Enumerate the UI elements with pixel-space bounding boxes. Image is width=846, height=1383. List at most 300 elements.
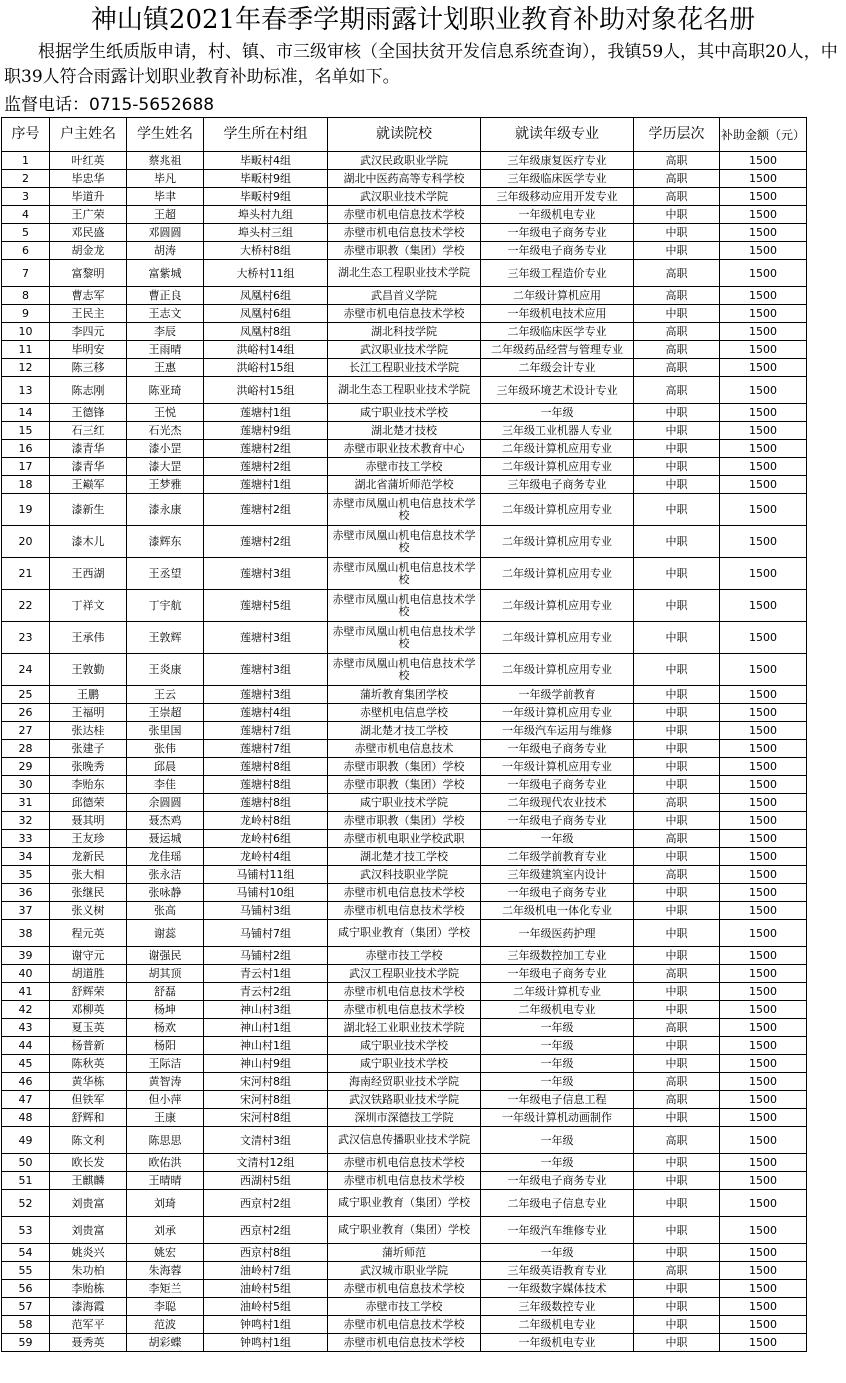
- table-row: [2, 1280, 807, 1298]
- table-cell: 赤壁市机电信息技术学校: [328, 1334, 481, 1352]
- table-cell: 范军平: [50, 1316, 127, 1334]
- table-cell: 中职: [634, 884, 720, 902]
- header-cell: 学生姓名: [127, 118, 204, 152]
- table-cell: 西湖村5组: [204, 1172, 328, 1190]
- table-cell: 一年级: [481, 1037, 634, 1055]
- table-cell: 43: [2, 1019, 50, 1037]
- table-cell: 王承伟: [50, 622, 127, 654]
- table-cell: 舒辉和: [50, 1109, 127, 1127]
- table-cell: 漆青华: [50, 440, 127, 458]
- table-cell: 王云: [127, 686, 204, 704]
- table-header-row: [2, 118, 807, 152]
- table-cell: 三年级移动应用开发专业: [481, 188, 634, 206]
- table-cell: 西京村2组: [204, 1190, 328, 1217]
- table-cell: 龙岭村8组: [204, 812, 328, 830]
- table-cell: 赤壁市职教（集团）学校: [328, 242, 481, 260]
- table-cell: 1500: [720, 1001, 807, 1019]
- table-cell: 李贻栋: [50, 1280, 127, 1298]
- table-cell: 1500: [720, 812, 807, 830]
- table-cell: 1500: [720, 404, 807, 422]
- table-cell: 李佳: [127, 776, 204, 794]
- table-cell: 湖北生态工程职业技术学院: [328, 377, 481, 404]
- table-cell: 一年级电子商务专业: [481, 812, 634, 830]
- table-cell: 朱海蓉: [127, 1262, 204, 1280]
- table-row: [2, 476, 807, 494]
- table-cell: 29: [2, 758, 50, 776]
- table-cell: 1500: [720, 1190, 807, 1217]
- table-cell: 一年级电子商务专业: [481, 740, 634, 758]
- table-cell: 1500: [720, 323, 807, 341]
- table-row: [2, 654, 807, 686]
- table-cell: 1500: [720, 902, 807, 920]
- table-cell: 赤壁市技工学校: [328, 458, 481, 476]
- table-cell: 中职: [634, 1334, 720, 1352]
- table-cell: 杨普新: [50, 1037, 127, 1055]
- table-cell: 陈三移: [50, 359, 127, 377]
- table-cell: 漆海霞: [50, 1298, 127, 1316]
- table-cell: 一年级学前教育: [481, 686, 634, 704]
- table-cell: 钟鸣村1组: [204, 1334, 328, 1352]
- table-cell: 夏玉英: [50, 1019, 127, 1037]
- table-cell: 中职: [634, 494, 720, 526]
- table-cell: 1500: [720, 458, 807, 476]
- table-cell: 45: [2, 1055, 50, 1073]
- table-cell: 朱功柏: [50, 1262, 127, 1280]
- table-cell: 55: [2, 1262, 50, 1280]
- table-row: [2, 341, 807, 359]
- table-row: [2, 947, 807, 965]
- table-cell: 一年级计算机应用专业: [481, 704, 634, 722]
- table-cell: 蒲圻教育集团学校: [328, 686, 481, 704]
- table-cell: 33: [2, 830, 50, 848]
- table-cell: 1500: [720, 1037, 807, 1055]
- table-cell: 咸宁职业教育（集团）学校: [328, 920, 481, 947]
- table-cell: 46: [2, 1073, 50, 1091]
- table-cell: 一年级电子信息工程: [481, 1091, 634, 1109]
- table-cell: 1500: [720, 686, 807, 704]
- table-cell: 1500: [720, 965, 807, 983]
- table-row: [2, 377, 807, 404]
- table-cell: 欧佑洪: [127, 1154, 204, 1172]
- table-cell: 1500: [720, 1244, 807, 1262]
- table-cell: 蔡兆祖: [127, 152, 204, 170]
- table-row: [2, 558, 807, 590]
- table-cell: 17: [2, 458, 50, 476]
- table-row: [2, 722, 807, 740]
- table-cell: 一年级电子商务专业: [481, 1172, 634, 1190]
- table-cell: 22: [2, 590, 50, 622]
- table-cell: 6: [2, 242, 50, 260]
- table-cell: 二年级电子信息专业: [481, 1190, 634, 1217]
- table-cell: 三年级数控加工专业: [481, 947, 634, 965]
- table-cell: 莲塘村3组: [204, 558, 328, 590]
- table-cell: 李四元: [50, 323, 127, 341]
- table-cell: 中职: [634, 654, 720, 686]
- table-cell: 莲塘村3组: [204, 622, 328, 654]
- table-cell: 一年级电子商务专业: [481, 965, 634, 983]
- table-cell: 咸宁职业技术学院: [328, 794, 481, 812]
- table-cell: 胡其顶: [127, 965, 204, 983]
- table-cell: 曹正良: [127, 287, 204, 305]
- table-cell: 1500: [720, 224, 807, 242]
- table-cell: 中职: [634, 458, 720, 476]
- table-cell: 一年级机电专业: [481, 206, 634, 224]
- table-cell: 湖北楚才技校: [328, 422, 481, 440]
- table-row: [2, 794, 807, 812]
- table-cell: 30: [2, 776, 50, 794]
- table-cell: 洪峪村15组: [204, 359, 328, 377]
- table-cell: 三年级工程造价专业: [481, 260, 634, 287]
- table-cell: 胡彩蝶: [127, 1334, 204, 1352]
- table-cell: 二年级临床医学专业: [481, 323, 634, 341]
- table-cell: 1500: [720, 1073, 807, 1091]
- table-cell: 王雨晴: [127, 341, 204, 359]
- table-cell: 1500: [720, 1019, 807, 1037]
- table-cell: 莲塘村8组: [204, 794, 328, 812]
- table-cell: 大桥村11组: [204, 260, 328, 287]
- table-cell: 1500: [720, 1262, 807, 1280]
- table-cell: 高职: [634, 260, 720, 287]
- table-cell: 一年级计算机动画制作: [481, 1109, 634, 1127]
- table-cell: 武汉铁路职业技术学院: [328, 1091, 481, 1109]
- table-cell: 三年级工业机器人专业: [481, 422, 634, 440]
- table-cell: 凤凰村8组: [204, 323, 328, 341]
- table-cell: 中职: [634, 558, 720, 590]
- table-cell: 李辰: [127, 323, 204, 341]
- table-row: [2, 902, 807, 920]
- table-cell: 1500: [720, 983, 807, 1001]
- table-cell: 26: [2, 704, 50, 722]
- table-cell: 胡涛: [127, 242, 204, 260]
- table-row: [2, 1190, 807, 1217]
- table-cell: 8: [2, 287, 50, 305]
- page-title: 神山镇2021年春季学期雨露计划职业教育补助对象花名册: [90, 5, 756, 35]
- table-cell: 胡金龙: [50, 242, 127, 260]
- table-cell: 石光杰: [127, 422, 204, 440]
- table-cell: 杨坤: [127, 1001, 204, 1019]
- table-cell: 40: [2, 965, 50, 983]
- table-cell: 中职: [634, 1217, 720, 1244]
- table-cell: 马铺村10组: [204, 884, 328, 902]
- table-cell: 神山村3组: [204, 1001, 328, 1019]
- table-row: [2, 590, 807, 622]
- table-cell: 邱德荣: [50, 794, 127, 812]
- table-row: [2, 1172, 807, 1190]
- table-cell: 赤壁市技工学校: [328, 1298, 481, 1316]
- table-cell: 3: [2, 188, 50, 206]
- table-cell: 二年级计算机应用专业: [481, 558, 634, 590]
- table-cell: 一年级电子商务专业: [481, 224, 634, 242]
- table-cell: 9: [2, 305, 50, 323]
- table-cell: 一年级: [481, 1154, 634, 1172]
- table-cell: 西京村8组: [204, 1244, 328, 1262]
- table-cell: 18: [2, 476, 50, 494]
- table-cell: 二年级现代农业技术: [481, 794, 634, 812]
- table-cell: 高职: [634, 965, 720, 983]
- table-cell: 王福明: [50, 704, 127, 722]
- table-row: [2, 848, 807, 866]
- table-cell: 大桥村8组: [204, 242, 328, 260]
- table-cell: 王敦勤: [50, 654, 127, 686]
- table-cell: 咸宁职业技术学校: [328, 1037, 481, 1055]
- table-cell: 王敦辉: [127, 622, 204, 654]
- table-cell: 二年级计算机应用专业: [481, 494, 634, 526]
- table-cell: 武汉职业技术学院: [328, 341, 481, 359]
- table-cell: 1500: [720, 1055, 807, 1073]
- table-cell: 中职: [634, 722, 720, 740]
- table-row: [2, 404, 807, 422]
- table-cell: 王西湖: [50, 558, 127, 590]
- table-cell: 莲塘村2组: [204, 526, 328, 558]
- table-cell: 莲塘村3组: [204, 686, 328, 704]
- table-cell: 1500: [720, 830, 807, 848]
- table-row: [2, 866, 807, 884]
- table-cell: 1500: [720, 622, 807, 654]
- table-cell: 余圆圆: [127, 794, 204, 812]
- table-cell: 高职: [634, 830, 720, 848]
- table-cell: 舒磊: [127, 983, 204, 1001]
- table-cell: 宋河村8组: [204, 1073, 328, 1091]
- table-cell: 1500: [720, 260, 807, 287]
- hotline-text: 监督电话：0715-5652688: [4, 95, 215, 115]
- table-cell: 龙佳瑶: [127, 848, 204, 866]
- table-cell: 王麒麟: [50, 1172, 127, 1190]
- table-cell: 1500: [720, 704, 807, 722]
- table-cell: 1500: [720, 341, 807, 359]
- table-row: [2, 188, 807, 206]
- table-cell: 高职: [634, 170, 720, 188]
- table-cell: 高职: [634, 287, 720, 305]
- table-cell: 28: [2, 740, 50, 758]
- table-cell: 一年级数字媒体技术: [481, 1280, 634, 1298]
- table-cell: 1500: [720, 558, 807, 590]
- table-cell: 1500: [720, 1091, 807, 1109]
- table-cell: 中职: [634, 1109, 720, 1127]
- table-row: [2, 305, 807, 323]
- table-cell: 王丞望: [127, 558, 204, 590]
- table-cell: 莲塘村7组: [204, 740, 328, 758]
- table-cell: 一年级汽车维修专业: [481, 1217, 634, 1244]
- table-cell: 莲塘村3组: [204, 654, 328, 686]
- table-cell: 王康: [127, 1109, 204, 1127]
- table-cell: 57: [2, 1298, 50, 1316]
- table-cell: 赤壁市机电信息技术学校: [328, 206, 481, 224]
- table-cell: 高职: [634, 1073, 720, 1091]
- table-row: [2, 1154, 807, 1172]
- header-cell: 补助金额（元）: [720, 118, 807, 152]
- table-cell: 三年级数控专业: [481, 1298, 634, 1316]
- table-cell: 咸宁职业教育（集团）学校: [328, 1190, 481, 1217]
- table-row: [2, 622, 807, 654]
- table-row: [2, 1244, 807, 1262]
- table-cell: 10: [2, 323, 50, 341]
- table-cell: 湖北中医药高等专科学校: [328, 170, 481, 188]
- table-cell: 中职: [634, 776, 720, 794]
- table-cell: 赤壁市机电信息技术: [328, 740, 481, 758]
- table-cell: 毕聿: [127, 188, 204, 206]
- table-row: [2, 1073, 807, 1091]
- table-cell: 赤壁市凤凰山机电信息技术学校: [328, 590, 481, 622]
- table-cell: 刘贵富: [50, 1190, 127, 1217]
- table-cell: 龙岭村6组: [204, 830, 328, 848]
- table-cell: 毕畈村9组: [204, 188, 328, 206]
- table-cell: 一年级: [481, 1019, 634, 1037]
- table-cell: 埠头村九组: [204, 206, 328, 224]
- table-cell: 李矩兰: [127, 1280, 204, 1298]
- table-cell: 1500: [720, 377, 807, 404]
- table-cell: 莲塘村2组: [204, 440, 328, 458]
- table-cell: 42: [2, 1001, 50, 1019]
- table-cell: 黄华栋: [50, 1073, 127, 1091]
- table-cell: 曹志军: [50, 287, 127, 305]
- table-cell: 神山村9组: [204, 1055, 328, 1073]
- table-cell: 23: [2, 622, 50, 654]
- table-cell: 高职: [634, 794, 720, 812]
- table-cell: 二年级计算机应用专业: [481, 622, 634, 654]
- table-cell: 中职: [634, 983, 720, 1001]
- table-cell: 毕畈村4组: [204, 152, 328, 170]
- table-cell: 赤壁市机电信息技术学校: [328, 224, 481, 242]
- table-cell: 中职: [634, 422, 720, 440]
- table-cell: 赤壁市机电信息技术学校: [328, 1280, 481, 1298]
- table-cell: 中职: [634, 1001, 720, 1019]
- table-cell: 12: [2, 359, 50, 377]
- table-cell: 赤壁市机电信息技术学校: [328, 884, 481, 902]
- table-cell: 15: [2, 422, 50, 440]
- table-cell: 陈秋英: [50, 1055, 127, 1073]
- table-cell: 王梦雅: [127, 476, 204, 494]
- table-cell: 湖北楚才技工学校: [328, 848, 481, 866]
- table-cell: 长江工程职业技术学院: [328, 359, 481, 377]
- table-cell: 深圳市深德技工学院: [328, 1109, 481, 1127]
- table-cell: 高职: [634, 1262, 720, 1280]
- table-cell: 咸宁职业技术学校: [328, 404, 481, 422]
- table-cell: 赤壁市凤凰山机电信息技术学校: [328, 494, 481, 526]
- table-cell: 张大相: [50, 866, 127, 884]
- table-cell: 1500: [720, 494, 807, 526]
- table-row: [2, 323, 807, 341]
- table-row: [2, 1037, 807, 1055]
- table-cell: 中职: [634, 206, 720, 224]
- table-cell: 中职: [634, 812, 720, 830]
- table-cell: 1500: [720, 359, 807, 377]
- table-cell: 湖北科技学院: [328, 323, 481, 341]
- table-cell: 中职: [634, 704, 720, 722]
- header-cell: 序号: [2, 118, 50, 152]
- table-cell: 一年级: [481, 404, 634, 422]
- table-cell: 1500: [720, 884, 807, 902]
- table-cell: 1500: [720, 722, 807, 740]
- table-cell: 二年级药品经营与管理专业: [481, 341, 634, 359]
- table-cell: 毕明安: [50, 341, 127, 359]
- table-row: [2, 152, 807, 170]
- table-cell: 湖北轻工业职业技术学院: [328, 1019, 481, 1037]
- table-cell: 聂运城: [127, 830, 204, 848]
- table-cell: 三年级电子商务专业: [481, 476, 634, 494]
- table-cell: 聂秀英: [50, 1334, 127, 1352]
- table-cell: 中职: [634, 920, 720, 947]
- table-cell: 陈亚琦: [127, 377, 204, 404]
- table-cell: 蒲圻师范: [328, 1244, 481, 1262]
- table-cell: 一年级机电技术应用: [481, 305, 634, 323]
- table-cell: 中职: [634, 224, 720, 242]
- table-cell: 二年级计算机应用: [481, 287, 634, 305]
- table-cell: 刘琦: [127, 1190, 204, 1217]
- table-cell: 高职: [634, 359, 720, 377]
- table-cell: 34: [2, 848, 50, 866]
- table-cell: 二年级机电专业: [481, 1001, 634, 1019]
- table-cell: 三年级康复医疗专业: [481, 152, 634, 170]
- table-cell: 一年级电子商务专业: [481, 776, 634, 794]
- table-cell: 2: [2, 170, 50, 188]
- table-body: [2, 152, 807, 1352]
- table-cell: 马铺村11组: [204, 866, 328, 884]
- table-cell: 漆木儿: [50, 526, 127, 558]
- table-cell: 1500: [720, 740, 807, 758]
- table-row: [2, 1298, 807, 1316]
- table-cell: 11: [2, 341, 50, 359]
- table-cell: 二年级计算机应用专业: [481, 654, 634, 686]
- table-cell: 1500: [720, 188, 807, 206]
- table-row: [2, 224, 807, 242]
- table-cell: 36: [2, 884, 50, 902]
- table-cell: 张晚秀: [50, 758, 127, 776]
- table-cell: 王超: [127, 206, 204, 224]
- table-cell: 湖北省蒲圻师范学校: [328, 476, 481, 494]
- table-cell: 黄智涛: [127, 1073, 204, 1091]
- table-cell: 邓民盛: [50, 224, 127, 242]
- table-cell: 1500: [720, 287, 807, 305]
- table-cell: 富紫城: [127, 260, 204, 287]
- table-cell: 中职: [634, 622, 720, 654]
- table-cell: 谢守元: [50, 947, 127, 965]
- table-cell: 1500: [720, 170, 807, 188]
- table-cell: 中职: [634, 686, 720, 704]
- table-row: [2, 206, 807, 224]
- table-cell: 但铁军: [50, 1091, 127, 1109]
- table-cell: 范波: [127, 1316, 204, 1334]
- table-cell: 赤壁市机电信息技术学校: [328, 1316, 481, 1334]
- table-cell: 35: [2, 866, 50, 884]
- table-row: [2, 1055, 807, 1073]
- table-cell: 邱晨: [127, 758, 204, 776]
- table-cell: 53: [2, 1217, 50, 1244]
- table-cell: 姚炎兴: [50, 1244, 127, 1262]
- table-row: [2, 920, 807, 947]
- table-cell: 谢蕊: [127, 920, 204, 947]
- table-cell: 王崇超: [127, 704, 204, 722]
- table-cell: 李聪: [127, 1298, 204, 1316]
- table-cell: 高职: [634, 341, 720, 359]
- roster-table: [1, 117, 807, 1352]
- table-cell: 赤壁市机电信息技术学校: [328, 1001, 481, 1019]
- table-cell: 二年级计算机专业: [481, 983, 634, 1001]
- table-cell: 张里国: [127, 722, 204, 740]
- table-cell: 莲塘村2组: [204, 494, 328, 526]
- table-cell: 毕忠华: [50, 170, 127, 188]
- table-cell: 宋河村8组: [204, 1091, 328, 1109]
- table-row: [2, 704, 807, 722]
- table-cell: 张伟: [127, 740, 204, 758]
- table-cell: 莲塘村5组: [204, 590, 328, 622]
- table-row: [2, 686, 807, 704]
- table-cell: 陈志刚: [50, 377, 127, 404]
- table-cell: 50: [2, 1154, 50, 1172]
- table-cell: 二年级机电一体化专业: [481, 902, 634, 920]
- table-cell: 32: [2, 812, 50, 830]
- table-row: [2, 242, 807, 260]
- table-cell: 文清村12组: [204, 1154, 328, 1172]
